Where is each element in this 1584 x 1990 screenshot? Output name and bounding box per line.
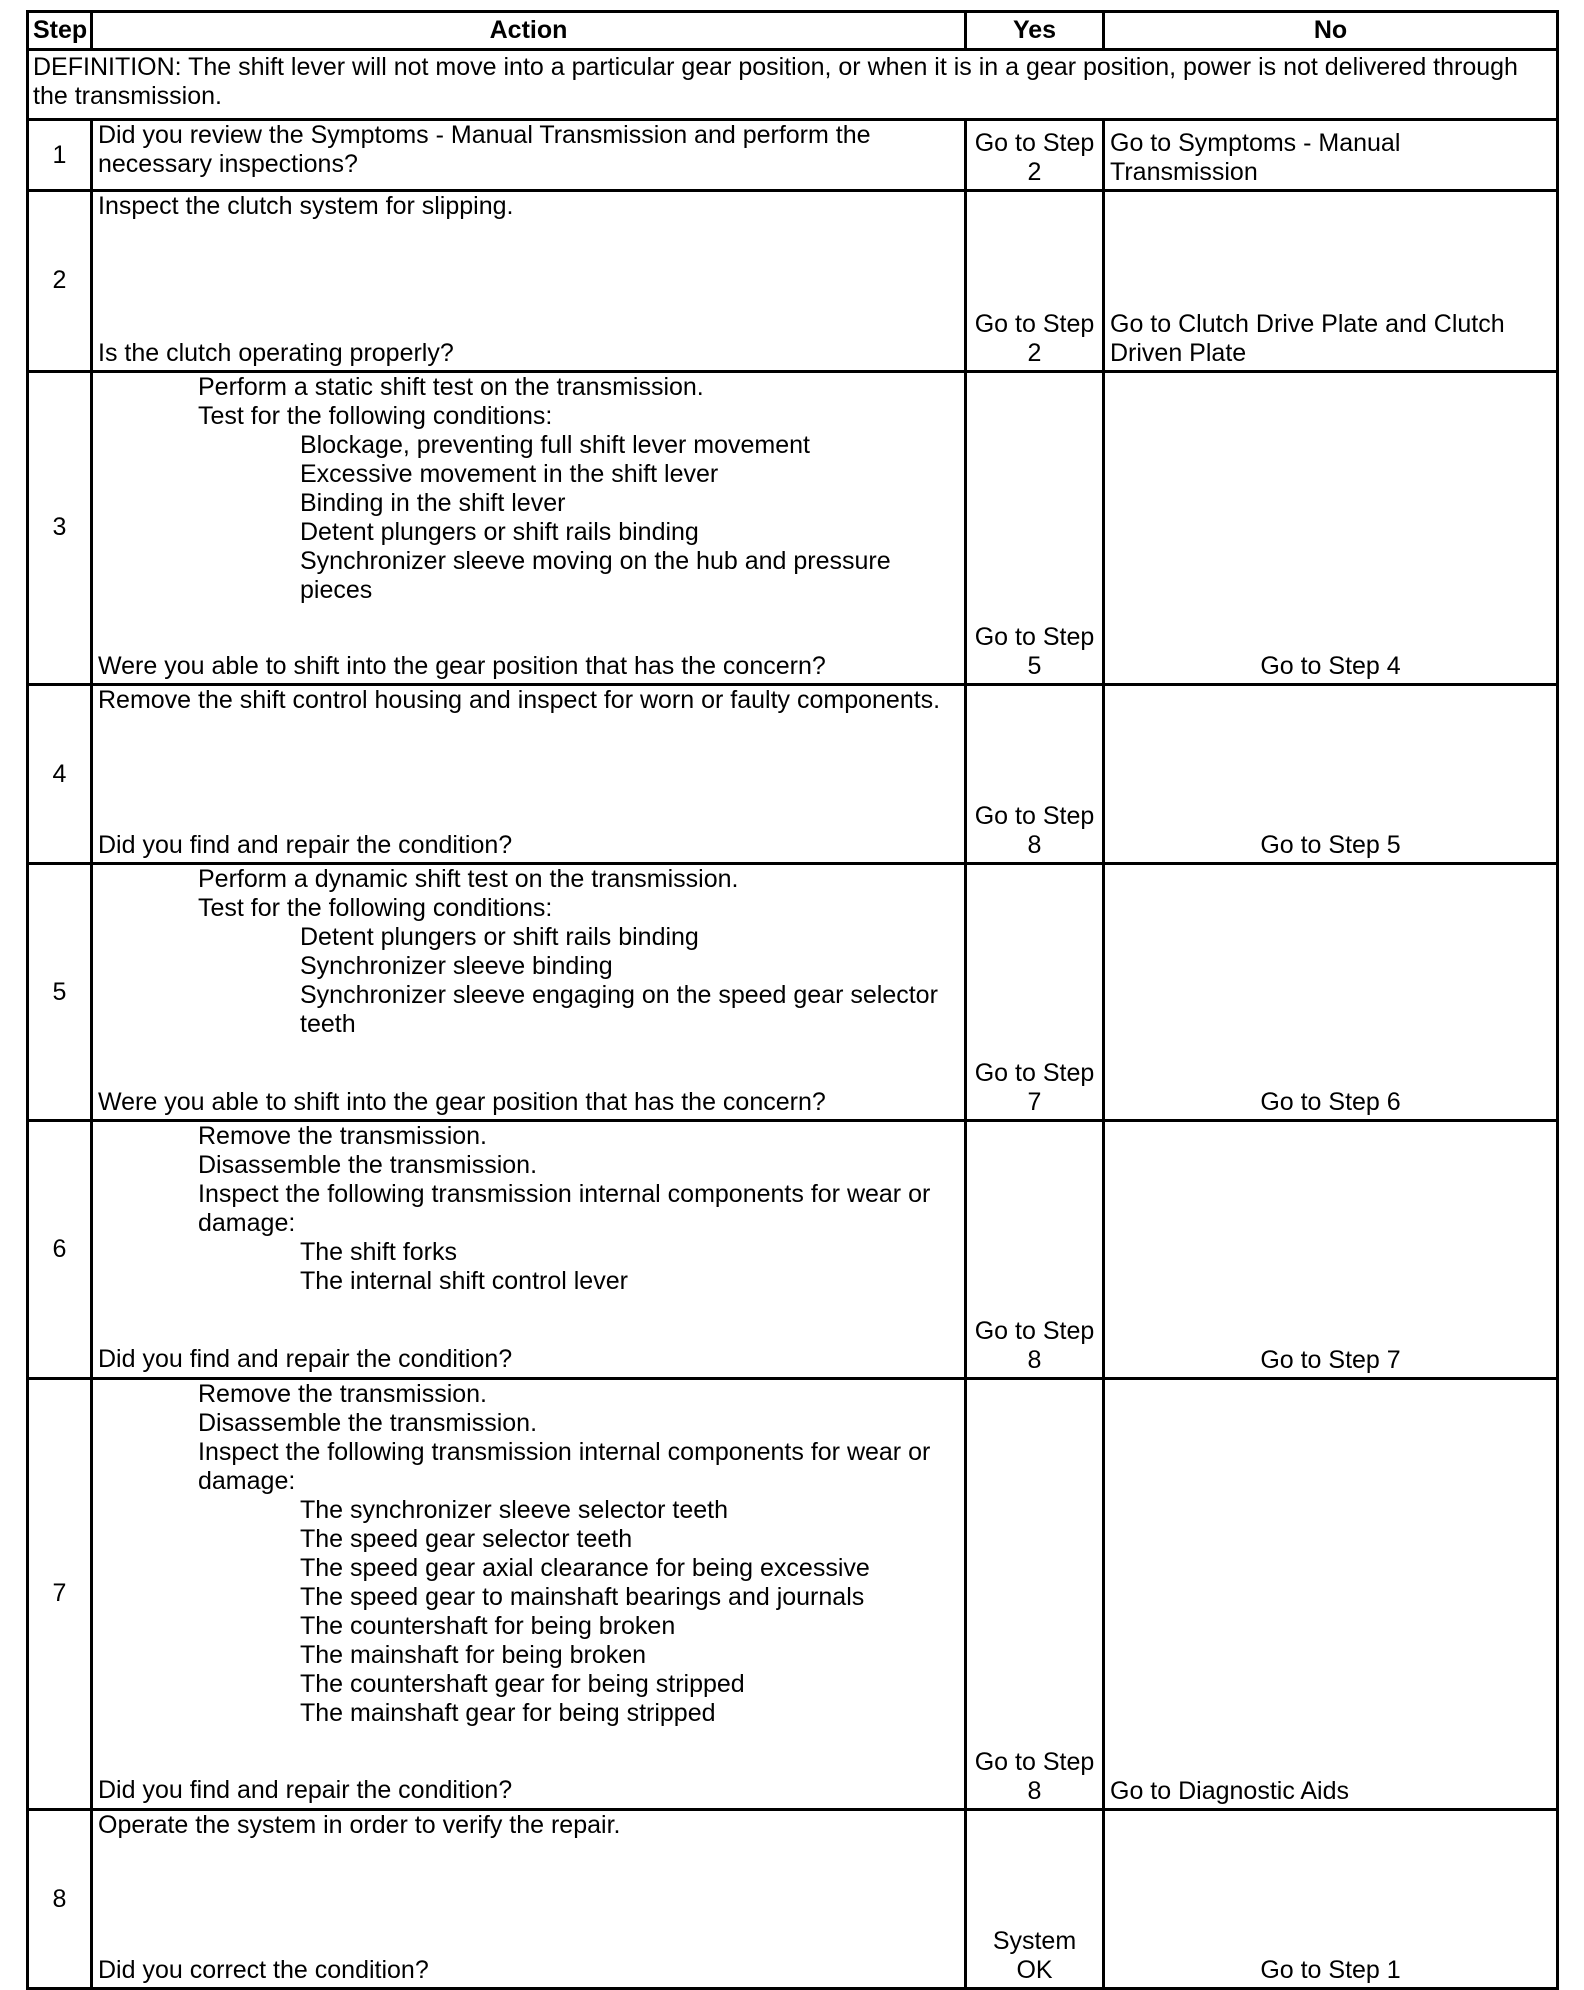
action-line: The speed gear to mainshaft bearings and journals [300,1582,865,1611]
action-line: The speed gear selector teeth [300,1524,633,1553]
step-action [92,1810,966,1989]
step-number: 6 [28,1121,92,1378]
no-result: Go to Step 6 [1104,864,1558,1121]
action-question: Did you find and repair the condition? [98,1345,513,1374]
step-action [92,864,966,1121]
no-result: Go to Clutch Drive Plate and Clutch Driven Plate [1104,190,1558,371]
step-action [92,371,966,685]
action-line: The countershaft for being broken [300,1611,676,1640]
step-number: 4 [28,685,92,864]
definition-row [28,50,1558,120]
action-line: Disassemble the transmission. [198,1408,538,1437]
header-step: Step [28,12,92,50]
step-action [92,1121,966,1378]
yes-result: Go to Step 2 [966,120,1104,190]
action-line: The internal shift control lever [300,1267,628,1296]
action-line: Test for the following conditions: [198,894,553,923]
action-question: Did you correct the condition? [98,1956,429,1985]
action-line: Detent plungers or shift rails binding [300,517,699,546]
step-action [92,1378,966,1809]
no-result: Go to Step 5 [1104,685,1558,864]
action-line: Did you review the Symptoms - Manual Transmission and perform the necessary inspections? [98,121,871,179]
action-line: Inspect the following transmission internal components for wear or damage: [198,1180,931,1238]
action-line: The mainshaft gear for being stripped [300,1698,716,1727]
step-row [28,1121,1558,1378]
step-number: 3 [28,371,92,685]
header-no: No [1104,12,1558,50]
step-action [92,685,966,864]
yes-result: Go to Step 8 [966,685,1104,864]
action-line: The mainshaft for being broken [300,1640,647,1669]
yes-result: Go to Step 5 [966,371,1104,685]
action-line: Disassemble the transmission. [198,1151,538,1180]
action-line: Perform a dynamic shift test on the transmission. [198,865,739,894]
step-row [28,1810,1558,1989]
yes-result: Go to Step 8 [966,1378,1104,1809]
action-line: Test for the following conditions: [198,401,553,430]
header-row [28,12,1558,50]
step-number: 8 [28,1810,92,1989]
step-row [28,864,1558,1121]
action-line: Remove the shift control housing and inspect for worn or faulty components. [98,686,941,715]
action-question: Were you able to shift into the gear position that has the concern? [98,1088,826,1117]
step-number: 5 [28,864,92,1121]
action-line: Synchronizer sleeve binding [300,952,613,981]
action-line: Remove the transmission. [198,1379,488,1408]
step-action [92,190,966,371]
action-line: The shift forks [300,1238,457,1267]
no-result: Go to Diagnostic Aids [1104,1378,1558,1809]
step-row [28,685,1558,864]
yes-result: System OK [966,1810,1104,1989]
action-line: Operate the system in order to verify the repair. [98,1811,621,1840]
step-action [92,120,966,190]
step-row [28,371,1558,685]
step-row [28,1378,1558,1809]
action-line: The synchronizer sleeve selector teeth [300,1495,728,1524]
action-line: Binding in the shift lever [300,488,566,517]
yes-result: Go to Step 8 [966,1121,1104,1378]
action-line: Inspect the clutch system for slipping. [98,191,514,220]
action-line: The countershaft gear for being stripped [300,1669,745,1698]
yes-result: Go to Step 2 [966,190,1104,371]
action-line: Inspect the following transmission internal components for wear or damage: [198,1437,931,1495]
action-line: Excessive movement in the shift lever [300,459,719,488]
header-action: Action [92,12,966,50]
no-result: Go to Step 7 [1104,1121,1558,1378]
step-row [28,120,1558,190]
step-row [28,190,1558,371]
diagnostic-table [26,10,1559,1990]
action-question: Did you find and repair the condition? [98,831,513,860]
action-question: Did you find and repair the condition? [98,1775,513,1804]
step-number: 2 [28,190,92,371]
action-line: Detent plungers or shift rails binding [300,923,699,952]
step-number: 7 [28,1378,92,1809]
action-line: Synchronizer sleeve engaging on the speed gear selector teeth [300,981,938,1039]
header-yes: Yes [966,12,1104,50]
action-line: Remove the transmission. [198,1122,488,1151]
action-question: Were you able to shift into the gear position that has the concern? [98,651,826,680]
action-question: Is the clutch operating properly? [98,338,454,367]
no-result: Go to Step 4 [1104,371,1558,685]
action-line: Blockage, preventing full shift lever movement [300,430,810,459]
action-line: The speed gear axial clearance for being excessive [300,1553,870,1582]
definition-text: DEFINITION: The shift lever will not move into a particular gear position, or when it is in a gear position, power is not delivered through the transmission. [28,50,1558,120]
yes-result: Go to Step 7 [966,864,1104,1121]
no-result: Go to Step 1 [1104,1810,1558,1989]
action-line: Synchronizer sleeve moving on the hub and pressure pieces [300,546,891,604]
action-line: Perform a static shift test on the transmission. [198,372,704,401]
no-result: Go to Symptoms - Manual Transmission [1104,120,1558,190]
step-number: 1 [28,120,92,190]
